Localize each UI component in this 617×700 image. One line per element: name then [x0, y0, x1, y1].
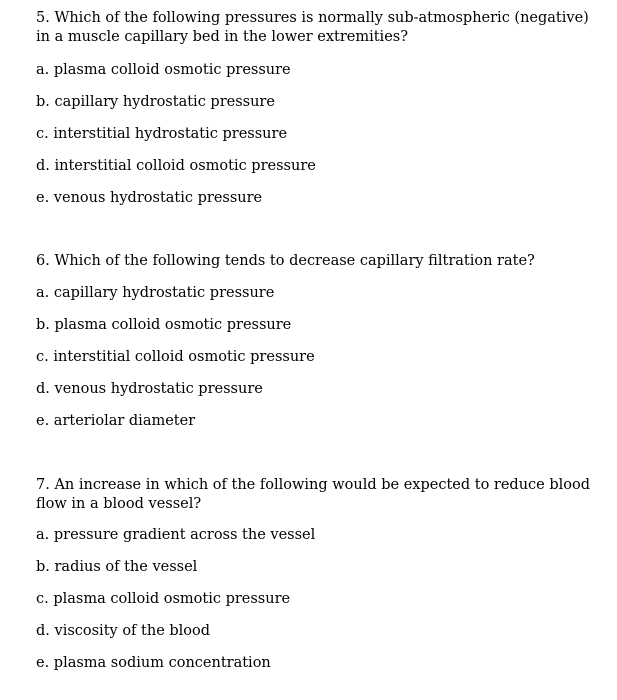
- answer-option: e. plasma sodium concentration: [36, 655, 271, 671]
- answer-option: b. radius of the vessel: [36, 559, 198, 575]
- question-6: [36, 252, 596, 429]
- answer-option: c. interstitial colloid osmotic pressure: [36, 349, 315, 365]
- question-stem: 5. Which of the following pressures is normally sub-atmospheric (negative) in a muscle capillary bed in the lower extremities?: [36, 10, 589, 45]
- answer-option: c. plasma colloid osmotic pressure: [36, 591, 291, 607]
- answer-option: b. plasma colloid osmotic pressure: [36, 317, 292, 333]
- answer-option: e. venous hydrostatic pressure: [36, 190, 263, 206]
- question-stem: 7. An increase in which of the following would be expected to reduce blood flow in a blood vessel?: [36, 477, 591, 512]
- answer-option: c. interstitial hydrostatic pressure: [36, 126, 288, 142]
- answer-option: d. interstitial colloid osmotic pressure: [36, 158, 316, 174]
- answer-option: a. pressure gradient across the vessel: [36, 527, 316, 543]
- question-7: [36, 476, 596, 671]
- answer-option: b. capillary hydrostatic pressure: [36, 94, 275, 110]
- question-5: [36, 9, 596, 206]
- answer-option: a. capillary hydrostatic pressure: [36, 285, 275, 301]
- answer-option: a. plasma colloid osmotic pressure: [36, 62, 291, 78]
- answer-option: d. venous hydrostatic pressure: [36, 381, 263, 397]
- answer-option: e. arteriolar diameter: [36, 413, 196, 429]
- answer-option: d. viscosity of the blood: [36, 623, 211, 639]
- question-stem: 6. Which of the following tends to decrease capillary filtration rate?: [36, 253, 535, 269]
